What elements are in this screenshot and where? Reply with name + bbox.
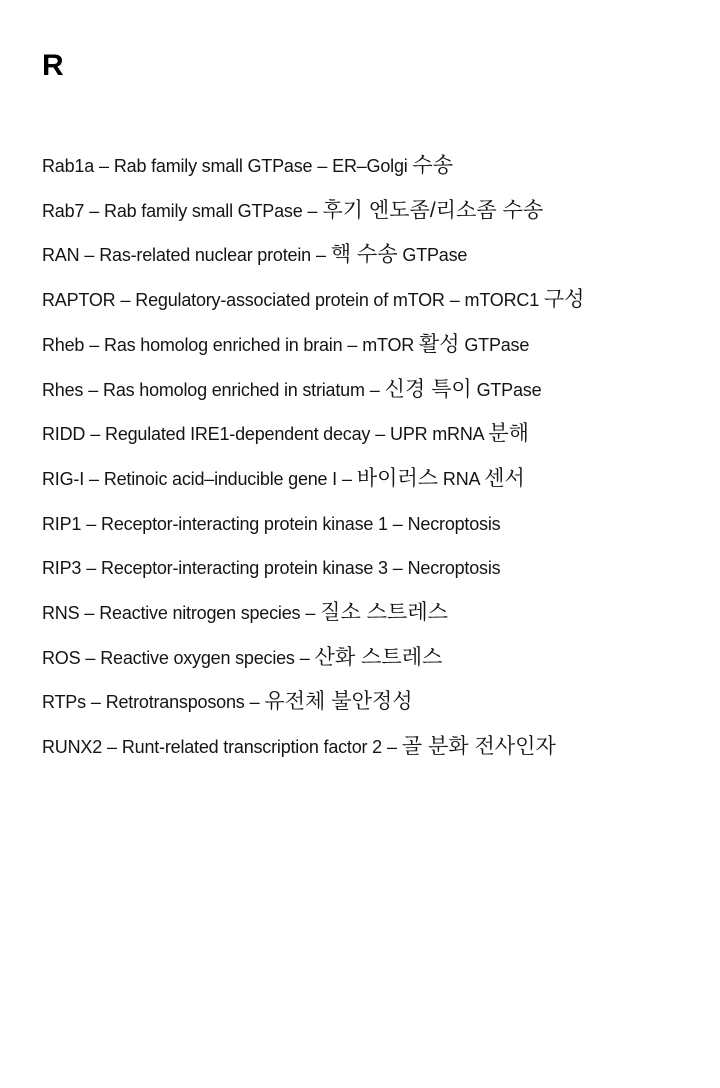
entry-separator: – bbox=[307, 200, 318, 221]
glossary-entry bbox=[40, 412, 680, 457]
entry-separator: – bbox=[89, 200, 100, 221]
entry-note-korean: 구성 bbox=[543, 288, 585, 312]
entry-separator: – bbox=[84, 603, 95, 624]
glossary-entry bbox=[40, 368, 680, 413]
entry-term: Rab7 bbox=[42, 200, 85, 221]
entry-separator: – bbox=[88, 379, 99, 400]
entry-term: RAPTOR bbox=[42, 290, 116, 311]
glossary-entry bbox=[40, 636, 680, 681]
entry-note: Necroptosis bbox=[407, 513, 501, 534]
entry-term: RIG-I bbox=[42, 468, 84, 489]
entry-term: RIP1 bbox=[42, 513, 82, 534]
entry-note: 신경 특이 GTPase bbox=[384, 377, 542, 401]
glossary-entry bbox=[40, 278, 680, 323]
entry-separator: – bbox=[90, 424, 101, 445]
glossary-entry bbox=[40, 233, 680, 278]
entry-separator: – bbox=[86, 513, 97, 534]
entry-note: 바이러스 RNA 센서 bbox=[356, 466, 525, 490]
entry-definition: Receptor-interacting protein kinase 1 bbox=[101, 513, 388, 534]
entry-note-korean: 수송 bbox=[412, 154, 454, 177]
entry-separator: – bbox=[84, 245, 95, 266]
entry-note: mTORC1 구성 bbox=[464, 288, 585, 312]
entry-definition: Rab family small GTPase bbox=[104, 200, 303, 221]
entry-definition: Retinoic acid–inducible gene I bbox=[103, 468, 337, 489]
entry-note-korean: 바이러스 bbox=[356, 466, 439, 490]
entry-definition: Reactive oxygen species bbox=[100, 647, 295, 668]
entry-term: RNS bbox=[42, 603, 80, 624]
entry-note-korean: 활성 bbox=[418, 332, 460, 356]
entry-definition: Ras homolog enriched in striatum bbox=[103, 379, 365, 400]
glossary-entry bbox=[40, 591, 680, 636]
entry-note-korean: 핵 수송 bbox=[330, 243, 398, 267]
entry-definition: Receptor-interacting protein kinase 3 bbox=[101, 558, 388, 579]
entry-separator: – bbox=[375, 424, 386, 445]
glossary-entry bbox=[40, 144, 680, 189]
entry-term: RTPs bbox=[42, 692, 86, 713]
entry-separator: – bbox=[120, 290, 131, 311]
entry-note bbox=[314, 645, 443, 669]
entry-definition: Regulated IRE1-dependent decay bbox=[105, 424, 371, 445]
glossary-entry bbox=[40, 323, 680, 368]
entry-term: RAN bbox=[42, 245, 80, 266]
entry-separator: – bbox=[86, 558, 97, 579]
entry-separator: – bbox=[392, 558, 403, 579]
entry-term: Rheb bbox=[42, 334, 85, 355]
entry-term: Rhes bbox=[42, 379, 84, 400]
entry-separator: – bbox=[85, 647, 96, 668]
entry-separator: – bbox=[107, 737, 117, 758]
entry-note-korean: 골 분화 전사인자 bbox=[401, 735, 556, 759]
entry-definition: Reactive nitrogen species bbox=[99, 603, 301, 624]
entry-separator: – bbox=[392, 513, 403, 534]
glossary-entry bbox=[40, 457, 680, 502]
entry-separator: – bbox=[305, 603, 316, 624]
entry-separator: – bbox=[89, 468, 99, 489]
entry-definition: Runt-related transcription factor 2 bbox=[121, 737, 382, 758]
glossary-list bbox=[40, 144, 680, 770]
page-title: R bbox=[42, 49, 64, 82]
entry-note-korean: 분해 bbox=[488, 422, 529, 446]
entry-note-korean: 질소 스트레스 bbox=[320, 601, 448, 625]
entry-separator: – bbox=[89, 334, 100, 355]
entry-definition: Ras-related nuclear protein bbox=[99, 245, 311, 266]
document-page bbox=[0, 48, 720, 770]
glossary-entry bbox=[40, 189, 680, 234]
entry-note bbox=[402, 737, 556, 757]
entry-note bbox=[320, 603, 448, 623]
glossary-entry bbox=[40, 546, 680, 591]
entry-note: UPR mRNA 분해 bbox=[390, 422, 529, 446]
entry-note: mTOR 활성 GTPase bbox=[362, 332, 530, 356]
entry-definition: Retrotransposons bbox=[105, 692, 245, 713]
entry-definition: Rab family small GTPase bbox=[113, 156, 313, 176]
entry-separator: – bbox=[99, 156, 109, 176]
entry-note-korean: 후기 엔도좀/리소좀 수송 bbox=[322, 198, 544, 222]
entry-note bbox=[264, 692, 412, 712]
entry-term: RUNX2 bbox=[42, 737, 103, 758]
entry-term: Rab1a bbox=[42, 156, 95, 176]
entry-term: RIDD bbox=[42, 424, 86, 445]
glossary-entry bbox=[40, 725, 680, 770]
entry-separator: – bbox=[341, 468, 352, 489]
entry-separator: – bbox=[315, 245, 326, 266]
entry-separator: – bbox=[386, 737, 397, 758]
entry-note-korean: 센서 bbox=[484, 466, 525, 490]
glossary-entry bbox=[40, 680, 680, 725]
entry-note: Necroptosis bbox=[407, 558, 501, 579]
entry-separator: – bbox=[249, 692, 260, 713]
entry-separator: – bbox=[317, 156, 328, 176]
entry-definition: Regulatory-associated protein of mTOR bbox=[135, 290, 445, 311]
entry-separator: – bbox=[90, 692, 101, 713]
entry-note-korean: 신경 특이 bbox=[384, 377, 472, 401]
entry-note: ER–Golgi 수송 bbox=[332, 154, 454, 177]
entry-separator: – bbox=[369, 379, 380, 400]
entry-separator: – bbox=[347, 334, 358, 355]
entry-note: 핵 수송 GTPase bbox=[330, 243, 468, 267]
entry-separator: – bbox=[449, 290, 460, 311]
entry-note-korean: 유전체 불안정성 bbox=[264, 690, 413, 714]
entry-definition: Ras homolog enriched in brain bbox=[104, 334, 343, 355]
entry-note-korean: 산화 스트레스 bbox=[314, 645, 443, 669]
entry-note bbox=[322, 198, 544, 222]
entry-term: RIP3 bbox=[42, 558, 82, 579]
entry-term: ROS bbox=[42, 647, 81, 668]
glossary-entry bbox=[40, 502, 680, 547]
entry-separator: – bbox=[299, 647, 310, 668]
